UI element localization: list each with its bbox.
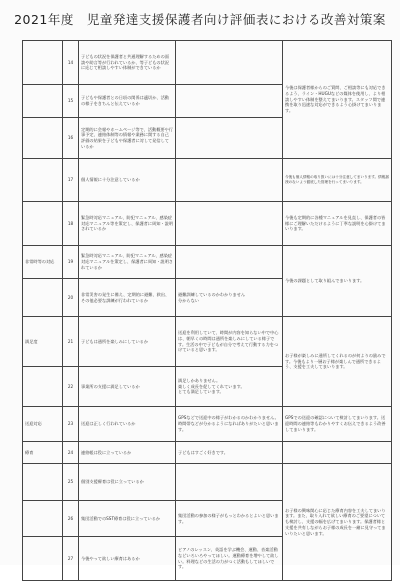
item-number: 26 <box>63 501 79 537</box>
parent-answer: GPSなどで送迎中の様子がわかるのかわかりません。時間帯などが分かるようになればありがたいと思います。 <box>176 407 283 442</box>
item-number: 27 <box>63 537 79 581</box>
table-row <box>23 41 392 85</box>
question-text: 子どもや保護者との日頃の関係は適切か、活動の様子をきちんと伝えているか <box>79 85 176 118</box>
item-number: 21 <box>63 317 79 367</box>
category-cell <box>23 501 63 537</box>
question-text: 事業所の支援に満足しているか <box>79 367 176 407</box>
parent-answer <box>176 118 283 159</box>
parent-answer: 子どもはすごく好きです。 <box>176 442 283 464</box>
table-row <box>23 246 392 279</box>
question-text: 子どもは通所を楽しみにしているか <box>79 317 176 367</box>
category-emergency: 非常時等の対応 <box>23 246 63 279</box>
question-text: 定期的に会報やホームページ等で、活動概要や行事予定、連絡体制等の情報や業務に関する自己評価の結果を子どもや保護者に対して発信しているか <box>79 118 176 159</box>
table-row <box>23 442 392 464</box>
category-cell <box>23 464 63 501</box>
question-text: 連絡帳は役に立っているか <box>79 442 176 464</box>
category-cell <box>23 41 63 85</box>
question-text: 集団活動でのSST療育は役に立っているか <box>79 501 176 537</box>
improvement-plan: GPSでの送迎の確認について検討してまいります。送迎時間の連絡等もわかりやすくお伝えできるよう改善してまいります。 <box>283 407 392 442</box>
category-satisfaction: 満足度 <box>23 317 63 367</box>
parent-answer: 送迎を利用していて、時間が内容を知らない中で中心は、朝早くの時間は通所を楽しみにしている様子です。生活の中で子どもが自分で考えて行動する力をつけていると思います。 <box>176 317 283 367</box>
question-text: 送迎は正しく行われているか <box>79 407 176 442</box>
parent-answer: 満足しかありません。 楽しく成長を促してくれています。 とても満足しています。 <box>176 367 283 407</box>
parent-answer: 避難訓練しているのかわかりません 分からない <box>176 279 283 317</box>
category-cell <box>23 202 63 246</box>
improvement-plan: お子様が楽しみに通所してくれるのが何よりの励みです。今後もより一層お子様が楽しんで通所できるよう、支援を工夫してまいります。 <box>283 317 392 407</box>
item-number: 16 <box>63 118 79 159</box>
category-cell <box>23 279 63 317</box>
item-number: 22 <box>63 367 79 407</box>
category-cell <box>23 159 63 202</box>
question-text: 緊急時対応マニュアル、防犯マニュアル、感染症対応マニュアル等を策定し、保護者に周知・説明されているか <box>79 202 176 246</box>
evaluation-table <box>22 40 392 581</box>
table-row <box>23 317 392 367</box>
question-text: 緊急時対応マニュアル、防犯マニュアル、感染症対応マニュアルを策定し、保護者に周知・説明されているか <box>79 246 176 279</box>
question-text: 個別支援療育は役に立っているか <box>79 464 176 501</box>
improvement-plan-empty <box>283 442 392 464</box>
parent-answer: 集団活動の参加の様子がもっとわかるとよいと思います。 <box>176 501 283 537</box>
table-row <box>23 159 392 202</box>
item-number: 14 <box>63 41 79 85</box>
improvement-plan: 今後も定期的に各種マニュアルを見直し、保護者の皆様にご理解いただけるように丁寧な説明を心掛けてまいります。 <box>283 202 392 246</box>
parent-answer <box>176 464 283 501</box>
item-number: 19 <box>63 246 79 279</box>
table-row <box>23 464 392 501</box>
category-transport: 送迎対応 <box>23 407 63 442</box>
item-number: 20 <box>63 279 79 317</box>
category-cell <box>23 367 63 407</box>
table-row <box>23 202 392 246</box>
question-text: 個人情報に十分注意しているか <box>79 159 176 202</box>
parent-answer <box>176 202 283 246</box>
category-curriculum: 療育 <box>23 442 63 464</box>
item-number: 15 <box>63 85 79 118</box>
category-cell <box>23 85 63 118</box>
item-number: 24 <box>63 442 79 464</box>
item-number: 17 <box>63 159 79 202</box>
improvement-plan: 今後は保護者様からのご質問、ご相談等にも対応できるよう、ライン・HUGUなどの媒体を使用し、より相談しやすい体制を整えてまいります。スタッフ間で連携を取り迅速な対応ができるよう心掛けてまいります。 <box>283 41 392 159</box>
parent-answer <box>176 159 283 202</box>
item-number: 25 <box>63 464 79 501</box>
item-number: 23 <box>63 407 79 442</box>
improvement-plan: 今後も個人情報の取り扱いには十分注意してまいります。情報漏洩のないよう徹底した管理を行ってまいります。 <box>283 159 392 202</box>
page-title: 2021年度 児童発達支援保護者向け評価表における改善対策案 <box>14 12 386 27</box>
item-number: 18 <box>63 202 79 246</box>
question-text: 今後やって欲しい療育はあるか <box>79 537 176 581</box>
category-cell <box>23 118 63 159</box>
table-row <box>23 407 392 442</box>
parent-answer: ピアノのレッスン、英語を学ぶ機会、運動、音楽活動などいろいろやってほしい。運動療育を増やして欲しい。料理などの生活の力がつく活動もしてほしいです。 <box>176 537 283 581</box>
question-text: 子どもの状況を保護者と共通理解するための面談や助言等が行われているか、等子どもの状況に応じて相談しやすい体制ができているか <box>79 41 176 85</box>
improvement-plan: 今後の課題として取り組んでまいります。 <box>283 246 392 317</box>
category-cell <box>23 537 63 581</box>
parent-answer <box>176 41 283 85</box>
question-text: 非常災害の発生に備え、定期的に避難、救出、その他必要な訓練が行われているか <box>79 279 176 317</box>
parent-answer <box>176 246 283 279</box>
parent-answer <box>176 85 283 118</box>
improvement-plan: お子様の興味関心に応じた療育内容を工夫してまいります。また、取り入れて欲しい療育のご要望についても検討し、支援の幅を広げてまいります。保護者様と支援を共有しながらお子様の成長を一緒に見守ってまいりたいと思います。 <box>283 464 392 581</box>
